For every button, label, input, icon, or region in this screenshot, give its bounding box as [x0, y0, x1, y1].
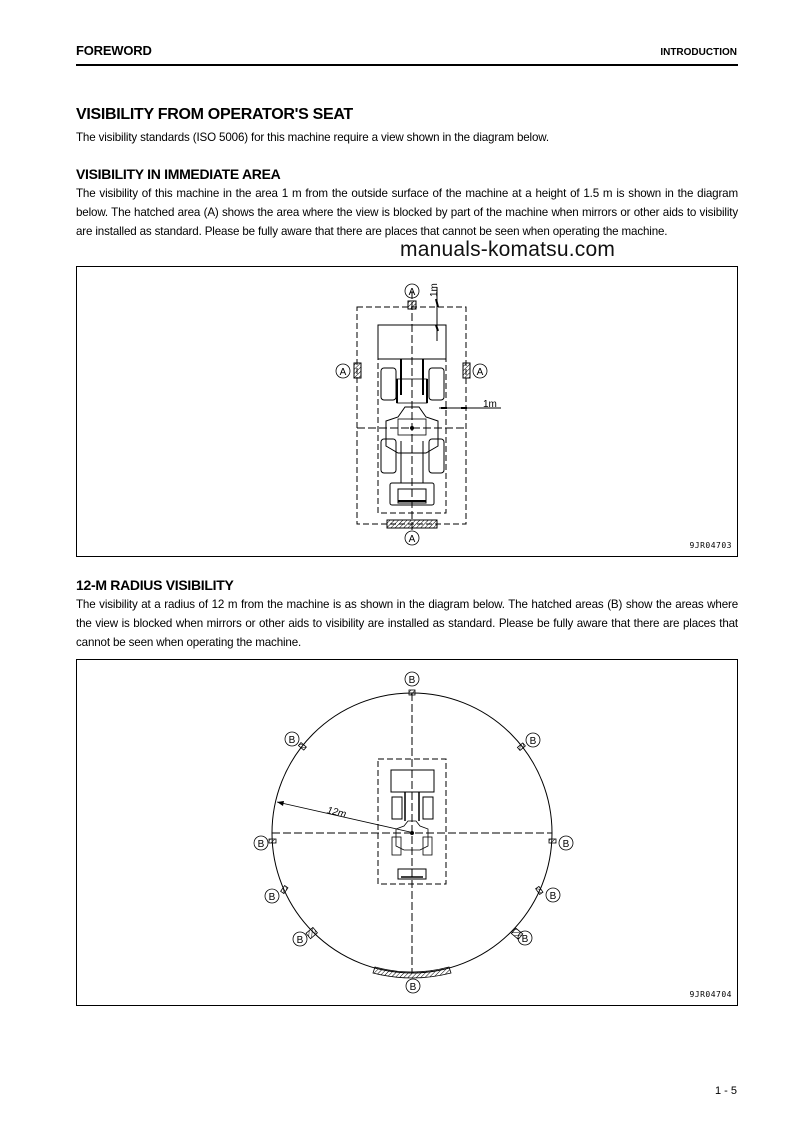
area-b-label-bottom — [406, 979, 420, 993]
area-b-label-lower-left — [265, 889, 279, 903]
immediate-area-figure — [76, 266, 738, 557]
svg-text:A: A — [476, 367, 484, 378]
area-b-label-upper-left — [285, 732, 299, 746]
radius-visibility-heading: 12-M RADIUS VISIBILITY — [76, 577, 234, 593]
dimension-top-label: 1m — [429, 283, 440, 297]
svg-text:A: A — [339, 367, 347, 378]
area-b-label-left — [254, 836, 268, 850]
svg-text:B: B — [268, 892, 276, 903]
immediate-area-paragraph: The visibility of this machine in the area 1 m from the outside surface of the machine at a height of 1.5 m is shown in the diagram below. The hatched area (A) shows the area where the view is blocked by part of the machine when mirrors or other aids to visibility are installed as standard. Please be fully aware that there are places that cannot be seen when operating the machine. — [76, 187, 738, 238]
page-title: VISIBILITY FROM OPERATOR'S SEAT — [76, 106, 353, 123]
svg-text:B: B — [562, 839, 570, 850]
page-number: 1 - 5 — [714, 1085, 737, 1097]
area-b-label-upper-right — [526, 733, 540, 747]
figure-code: 9JR04704 — [689, 990, 732, 999]
svg-text:B: B — [257, 839, 265, 850]
watermark: manuals-komatsu.com — [400, 238, 616, 261]
svg-text:B: B — [288, 735, 296, 746]
area-b-label-top — [405, 672, 419, 686]
immediate-area-heading: VISIBILITY IN IMMEDIATE AREA — [76, 166, 281, 182]
svg-text:A: A — [408, 287, 416, 298]
immediate-area-diagram — [77, 267, 737, 556]
svg-text:A: A — [408, 534, 416, 545]
area-a-label-left — [336, 364, 350, 378]
figure-code: 9JR04703 — [689, 541, 732, 550]
area-a-label-bottom — [405, 531, 419, 545]
header-rule — [76, 64, 738, 66]
svg-text:B: B — [521, 934, 529, 945]
svg-text:B: B — [408, 675, 416, 686]
radius-visibility-figure — [76, 659, 738, 1006]
svg-text:B: B — [549, 891, 557, 902]
radius-label: 12m — [325, 805, 348, 821]
radius-visibility-diagram — [77, 660, 737, 1005]
header-chapter-label: INTRODUCTION — [660, 47, 737, 58]
header-section-label: FOREWORD — [76, 43, 152, 58]
svg-text:B: B — [409, 982, 417, 993]
intro-paragraph: The visibility standards (ISO 5006) for this machine require a view shown in the diagram below. — [76, 131, 549, 144]
area-a-label-top — [405, 284, 419, 298]
area-a-label-right — [473, 364, 487, 378]
area-b-label-lower-right — [546, 888, 560, 902]
area-b-label-bottom-left — [293, 932, 307, 946]
dimension-side-label: 1m — [483, 399, 497, 410]
radius-visibility-paragraph: The visibility at a radius of 12 m from the machine is as shown in the diagram below. The hatched areas (B) show the areas where the view is blocked when mirrors or other aids to visibility are installed as standard. Please be fully aware that there are places that cannot be seen when operating the machine. — [76, 598, 738, 649]
svg-text:B: B — [296, 935, 304, 946]
area-b-label-bottom-right — [518, 931, 532, 945]
svg-text:B: B — [529, 736, 537, 747]
area-b-label-right — [559, 836, 573, 850]
